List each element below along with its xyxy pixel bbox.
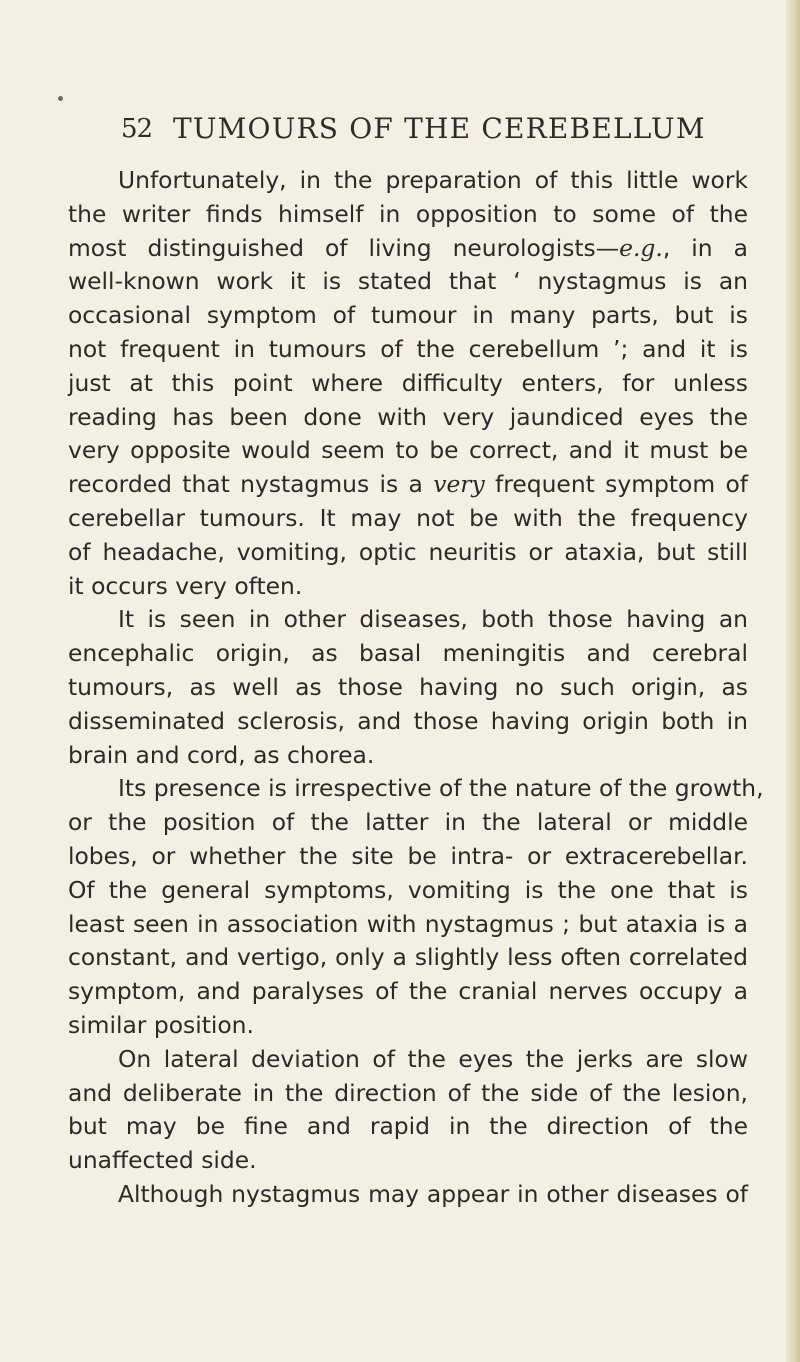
text-line: very opposite would seem to be correct, and it must be <box>68 436 748 465</box>
text-line: Although nystagmus may appear in other diseases of <box>118 1179 748 1208</box>
text-line: constant, and vertigo, only a slightly less often correlated <box>68 943 748 972</box>
body-text <box>68 164 764 1212</box>
text-run: frequent symptom of <box>484 470 748 499</box>
ink-speck <box>58 96 63 101</box>
text-line: it occurs very often. <box>68 571 303 600</box>
paragraph-1 <box>68 164 748 603</box>
text-line: cerebellar tumours. It may not be with the frequency <box>68 503 748 532</box>
text-line: reading has been done with very jaundiced eyes the <box>68 402 748 431</box>
text-line: least seen in association with nystagmus ; but ataxia is a <box>68 909 748 938</box>
text-line: occasional symptom of tumour in many parts, but is <box>68 301 748 330</box>
text-line: lobes, or whether the site be intra- or extracerebellar. <box>68 841 748 870</box>
text-run: , in a <box>662 233 748 262</box>
text-line: similar position. <box>68 1010 254 1039</box>
paragraph-4 <box>68 1043 748 1178</box>
text-line: well-known work it is stated that ‘ nystagmus is an <box>68 267 748 296</box>
paragraph-2 <box>68 603 748 772</box>
text-line: and deliberate in the direction of the side of the lesion, <box>68 1078 748 1107</box>
text-line: the writer finds himself in opposition to some of the <box>68 199 748 228</box>
text-line: brain and cord, as chorea. <box>68 740 375 769</box>
text-line: but may be fine and rapid in the direction of the <box>68 1112 748 1141</box>
text-line: just at this point where difficulty enters, for unless <box>68 368 748 397</box>
text-line: symptom, and paralyses of the cranial nerves occupy a <box>68 977 748 1006</box>
page-edge <box>786 0 800 1362</box>
text-line: Its presence is irrespective of the nature of the growth, <box>118 774 764 803</box>
text-line <box>68 232 748 266</box>
text-line: unaffected side. <box>68 1146 257 1175</box>
text-run: most distinguished of living neurologists— <box>68 233 620 262</box>
paragraph-3 <box>68 772 764 1042</box>
page-number: 52 <box>121 114 153 144</box>
text-line <box>68 468 748 502</box>
running-head: TUMOURS OF THE CEREBELLUM <box>173 112 706 145</box>
text-line: not frequent in tumours of the cerebellum ’; and it is <box>68 334 748 363</box>
text-line: encephalic origin, as basal meningitis and cerebral <box>68 639 748 668</box>
text-line: or the position of the latter in the lateral or middle <box>68 808 748 837</box>
italic-eg: e.g. <box>619 233 663 262</box>
page-header <box>121 112 741 152</box>
text-line: disseminated sclerosis, and those having origin both in <box>68 706 748 735</box>
italic-very: very <box>433 470 485 499</box>
text-line: On lateral deviation of the eyes the jerks are slow <box>118 1044 748 1073</box>
paragraph-5 <box>68 1178 748 1212</box>
text-line: Of the general symptoms, vomiting is the one that is <box>68 875 748 904</box>
text-run: recorded that nystagmus is a <box>68 470 434 499</box>
text-line: It is seen in other diseases, both those having an <box>118 605 748 634</box>
text-line: of headache, vomiting, optic neuritis or ataxia, but still <box>68 537 748 566</box>
text-line: Unfortunately, in the preparation of this little work <box>118 166 748 194</box>
text-line: tumours, as well as those having no such origin, as <box>68 672 748 701</box>
